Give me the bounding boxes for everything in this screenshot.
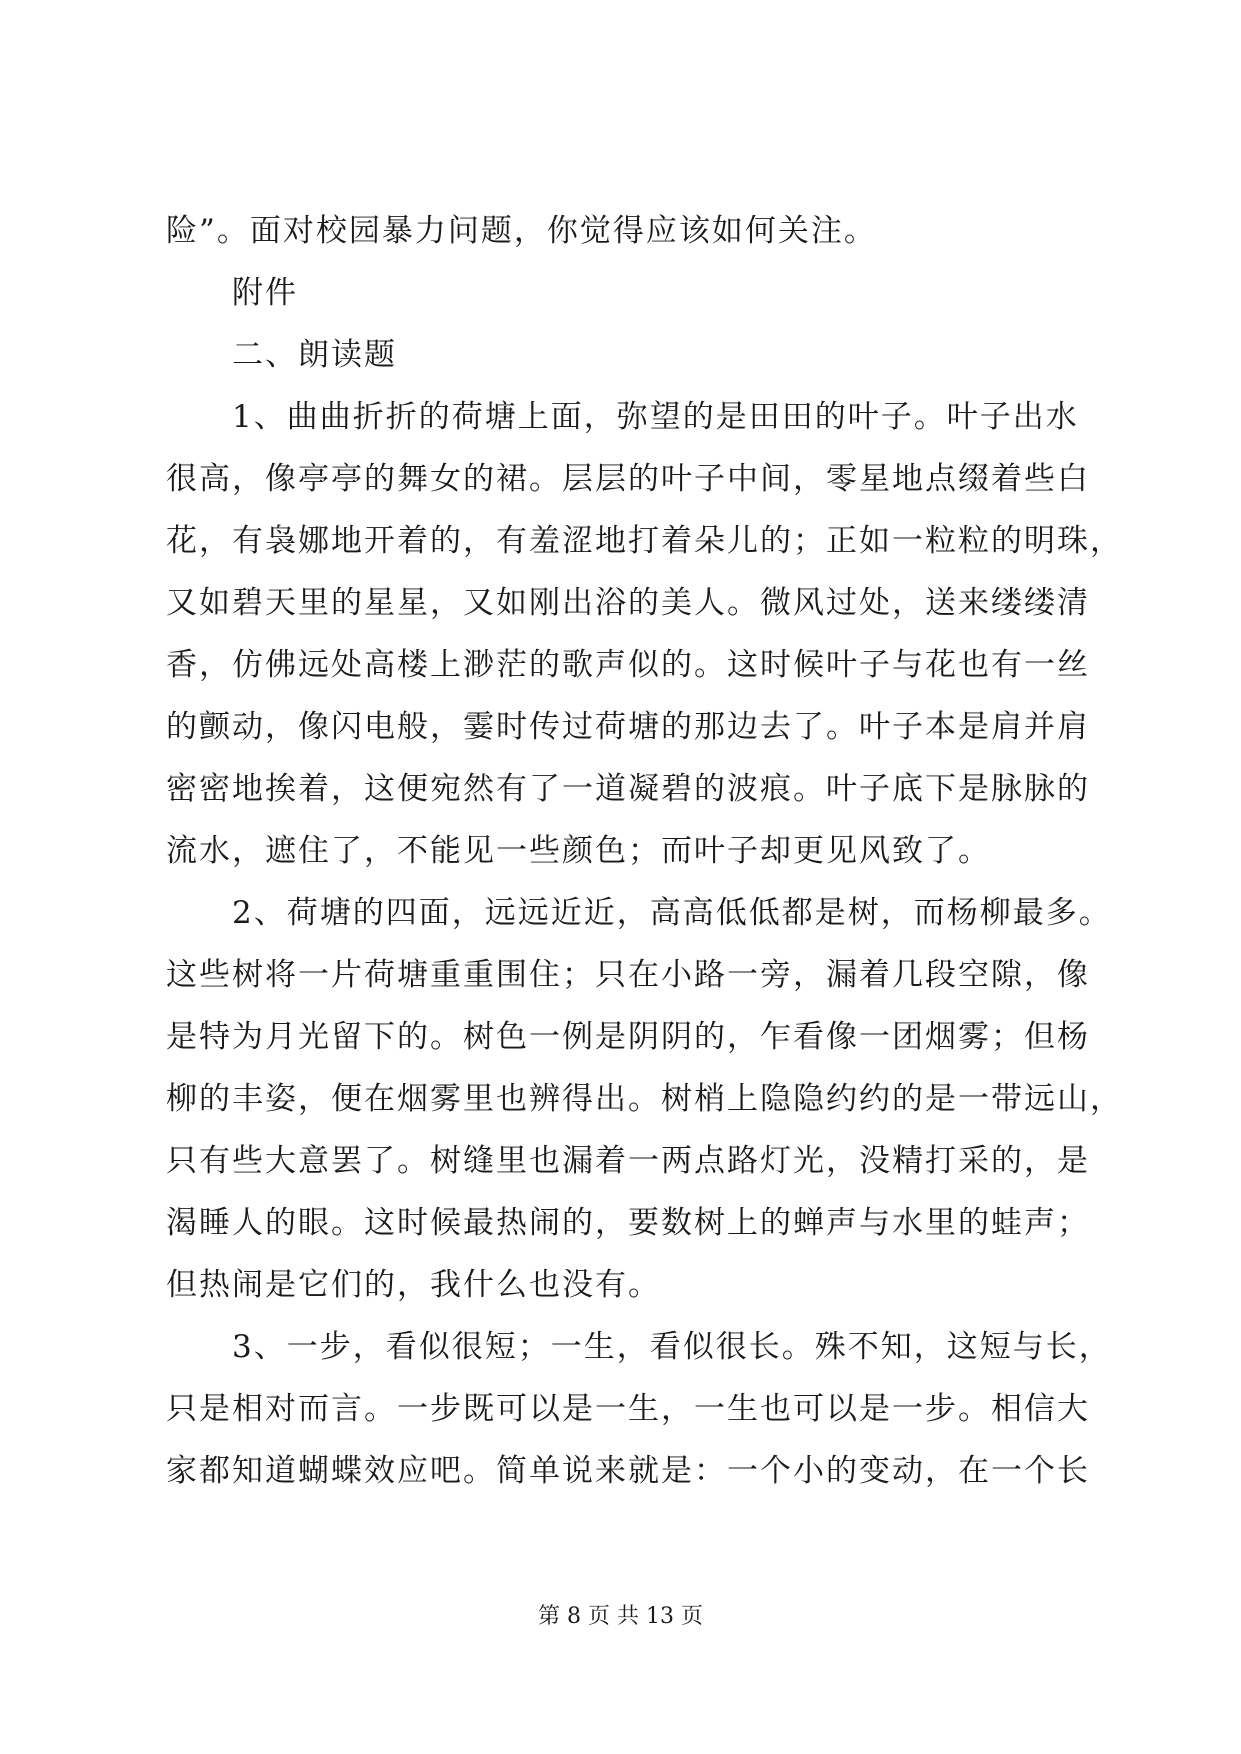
paragraph-3-line: 3、一步，看似很短；一生，看似很长。殊不知，这短与长， <box>232 1329 1112 1365</box>
paragraph-1-line: 流水，遮住了，不能见一些颜色；而叶子却更见风致了。 <box>166 833 991 869</box>
paragraph-1-line: 密密地挨着，这便宛然有了一道凝碧的波痕。叶子底下是脉脉的 <box>166 771 1090 807</box>
paragraph-1-line: 又如碧天里的星星，又如刚出浴的美人。微风过处，送来缕缕清 <box>166 585 1090 621</box>
paragraph-1-line: 的颤动，像闪电般，霎时传过荷塘的那边去了。叶子本是肩并肩 <box>166 709 1090 745</box>
paragraph-1-line: 1、曲曲折折的荷塘上面，弥望的是田田的叶子。叶子出水 <box>232 399 1079 435</box>
paragraph-3-line: 只是相对而言。一步既可以是一生，一生也可以是一步。相信大 <box>166 1391 1090 1427</box>
paragraph-2-line: 是特为月光留下的。树色一例是阴阴的，乍看像一团烟雾；但杨 <box>166 1019 1090 1055</box>
paragraph-3-line: 家都知道蝴蝶效应吧。简单说来就是：一个小的变动，在一个长 <box>166 1453 1090 1489</box>
paragraph-1-line: 花，有袅娜地开着的，有羞涩地打着朵儿的；正如一粒粒的明珠， <box>166 523 1123 559</box>
paragraph-2-line: 渴睡人的眼。这时候最热闹的，要数树上的蝉声与水里的蛙声； <box>166 1205 1090 1241</box>
paragraph-2-line: 柳的丰姿，便在烟雾里也辨得出。树梢上隐隐约约的是一带远山， <box>166 1081 1123 1117</box>
paragraph-2-line: 但热闹是它们的，我什么也没有。 <box>166 1267 661 1303</box>
text-line: 险”。面对校园暴力问题，你觉得应该如何关注。 <box>166 213 877 249</box>
attachment-heading: 附件 <box>232 275 298 311</box>
page-footer: 第 8 页 共 13 页 <box>538 1604 703 1629</box>
paragraph-2-line: 这些树将一片荷塘重重围住；只在小路一旁，漏着几段空隙，像 <box>166 957 1090 993</box>
paragraph-1-line: 香，仿佛远处高楼上渺茫的歌声似的。这时候叶子与花也有一丝 <box>166 647 1090 683</box>
paragraph-2-line: 只有些大意罢了。树缝里也漏着一两点路灯光，没精打采的，是 <box>166 1143 1090 1179</box>
body-text <box>166 200 1123 1502</box>
section-heading: 二、朗读题 <box>232 337 397 373</box>
paragraph-1-line: 很高，像亭亭的舞女的裙。层层的叶子中间，零星地点缀着些白 <box>166 461 1090 497</box>
paragraph-2-line: 2、荷塘的四面，远远近近，高高低低都是树，而杨柳最多。 <box>232 895 1112 931</box>
